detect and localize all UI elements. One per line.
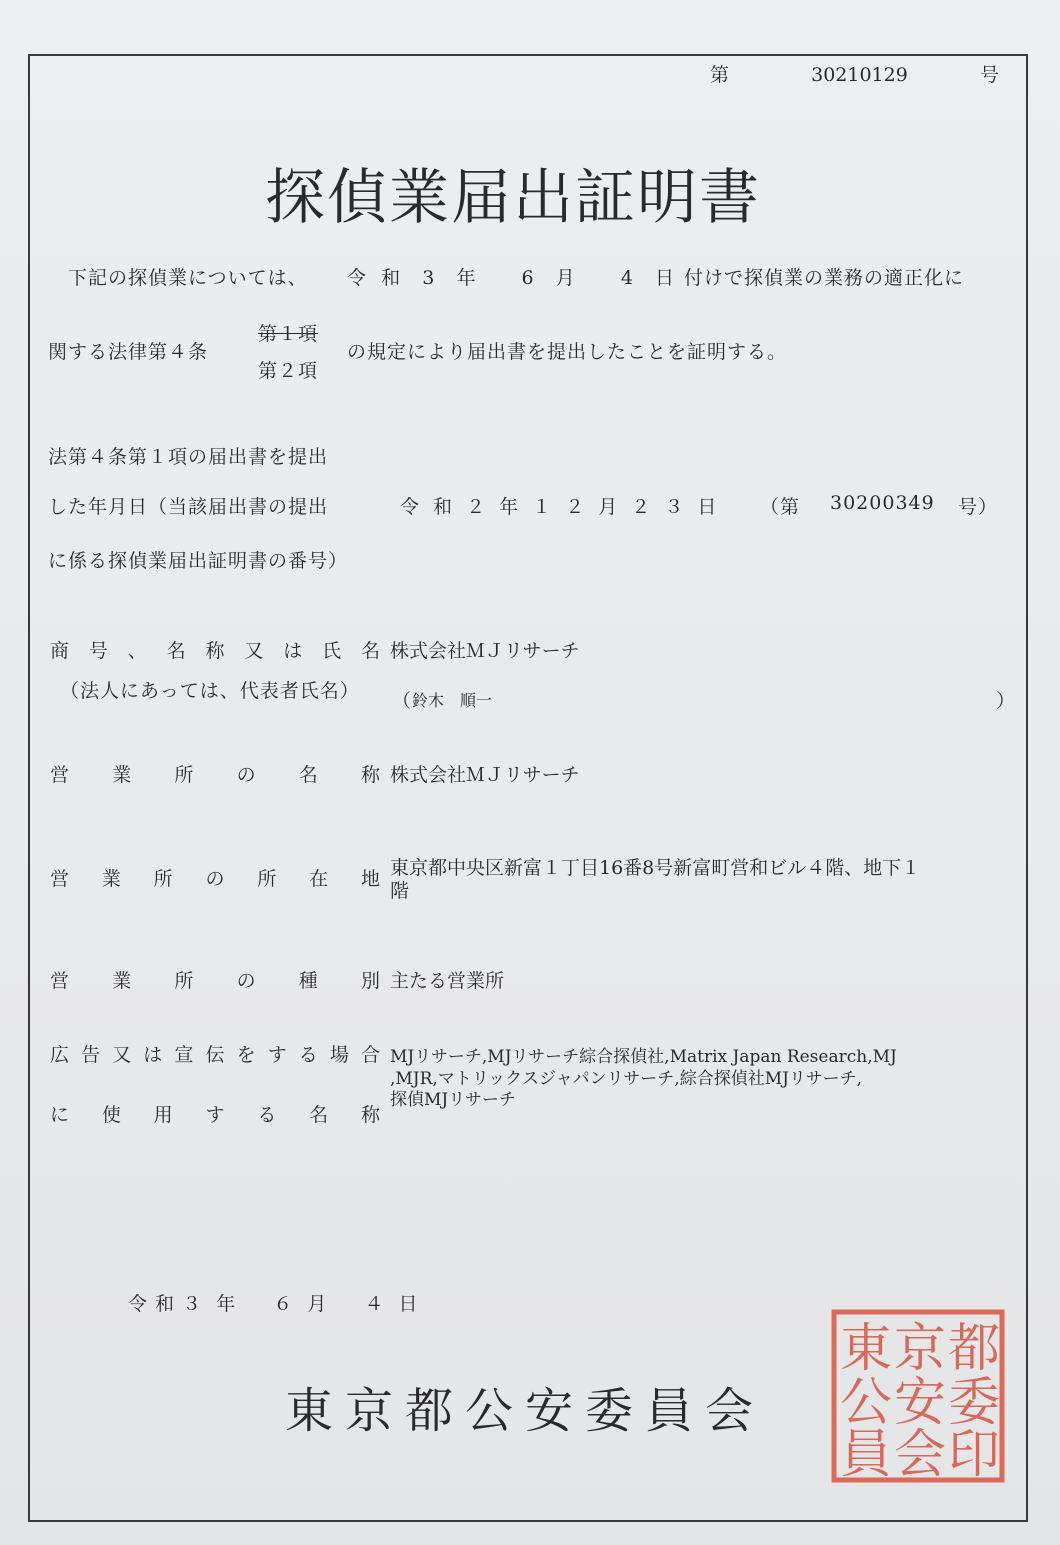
month-unit: 月 xyxy=(555,267,576,289)
prior-filing-number-open: （第 xyxy=(760,496,801,518)
office-address-line1: 東京都中央区新富１丁目16番8号新富町営和ビル４階、地下１ xyxy=(390,857,921,879)
statement-year: 3 xyxy=(422,267,436,289)
number-prefix: 第 xyxy=(710,64,730,86)
advertising-value-1: MJリサーチ,MJリサーチ綜合探偵社,Matrix Japan Research,MJ xyxy=(390,1047,897,1067)
issue-month: ６ xyxy=(273,1293,294,1315)
statement-date xyxy=(347,263,675,290)
prior-filing-label-1: 法第４条第１項の届出書を提出 xyxy=(48,446,329,468)
statement-month: 6 xyxy=(521,267,535,289)
advertising-value-3: 探偵MJリサーチ xyxy=(390,1090,516,1110)
prior-filing-label-2: した年月日（当該届出書の提出 xyxy=(48,496,329,518)
seal-char: 員 xyxy=(839,1425,893,1484)
seal-char: 東 xyxy=(839,1319,893,1379)
office-name-value: 株式会社ＭＪリサーチ xyxy=(390,764,580,786)
issue-day-unit: 日 xyxy=(398,1293,419,1315)
office-address-label: 営業所の所在地 xyxy=(50,868,380,890)
office-name-label: 営業所の名称 xyxy=(50,764,380,786)
representative-name: 鈴木 順一 xyxy=(412,691,493,710)
issue-month-unit: 月 xyxy=(307,1293,328,1315)
statement-line2-tail: の規定により届出書を提出したことを証明する。 xyxy=(347,341,788,363)
seal-char: 都 xyxy=(947,1319,1001,1379)
issue-day: ４ xyxy=(364,1293,385,1315)
issue-year: ３ xyxy=(182,1293,203,1315)
trade-name-sublabel: （法人にあっては、代表者氏名） xyxy=(60,680,360,702)
prior-filing-number: 30200349 xyxy=(830,492,935,514)
prior-filing-label-3: に係る探偵業届出証明書の番号） xyxy=(48,550,349,572)
advertising-label-2: に使用する名称 xyxy=(50,1104,380,1126)
era-char-2: 和 xyxy=(381,267,402,289)
statement-line2-lead: 関する法律第４条 xyxy=(48,341,209,363)
certificate-number xyxy=(710,60,999,87)
seal-char: 京 xyxy=(893,1319,947,1379)
seal-char: 安 xyxy=(893,1373,947,1433)
office-type-value: 主たる営業所 xyxy=(390,970,505,992)
statement-day: 4 xyxy=(620,267,634,289)
office-address-line2: 階 xyxy=(390,880,410,902)
official-seal xyxy=(830,1308,1006,1484)
document-title: 探偵業届出証明書 xyxy=(265,163,761,233)
representative-close: ） xyxy=(996,690,1016,712)
issue-year-unit: 年 xyxy=(216,1293,237,1315)
issuer-name: 東京都公安委員会 xyxy=(285,1383,766,1439)
era-char-1: 令 xyxy=(347,267,368,289)
trade-name-value: 株式会社ＭＪリサーチ xyxy=(390,640,580,662)
statement-line1-lead: 下記の探偵業については、 xyxy=(68,267,308,289)
trade-name-label: 商号、名称又は氏名 xyxy=(50,640,380,662)
seal-char: 会 xyxy=(893,1425,947,1484)
issue-era: 令 和 xyxy=(128,1293,176,1315)
office-type-label: 営業所の種別 xyxy=(50,970,380,992)
prior-filing-number-close: 号） xyxy=(958,496,999,518)
certificate-number-value: 30210129 xyxy=(811,64,908,86)
advertising-value-2: ,MJR,マトリックスジャパンリサーチ,綜合探偵社MJリサーチ, xyxy=(390,1069,862,1089)
representative-open: （ xyxy=(392,690,412,712)
seal-char: 委 xyxy=(947,1373,1001,1433)
issue-date xyxy=(128,1289,419,1316)
statement-line1-tail: 付けで探偵業の業務の適正化に xyxy=(684,267,965,289)
advertising-label-1: 広告又は宣伝をする場合 xyxy=(50,1044,380,1066)
year-unit: 年 xyxy=(456,267,477,289)
day-unit: 日 xyxy=(655,267,676,289)
number-suffix: 号 xyxy=(979,64,999,86)
prior-filing-date: 令 和 ２ 年 １ ２ 月 ２ ３ 日 xyxy=(400,496,718,518)
clause-active: 第２項 xyxy=(258,360,319,382)
seal-char: 印 xyxy=(947,1425,1001,1484)
clause-struck: 第１項 xyxy=(258,323,319,345)
seal-char: 公 xyxy=(839,1373,893,1433)
